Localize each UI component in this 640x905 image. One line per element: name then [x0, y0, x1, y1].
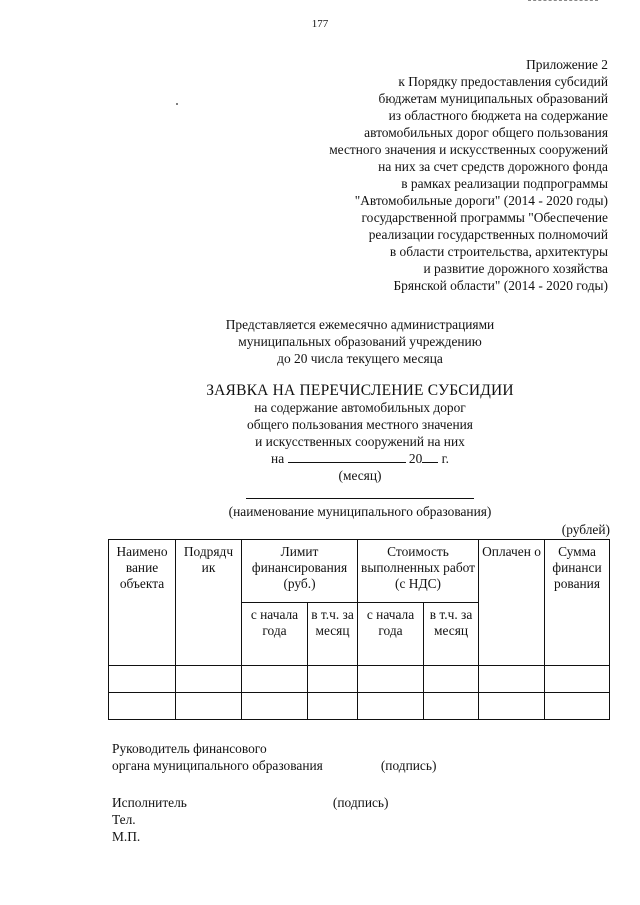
table-cell[interactable] — [176, 693, 242, 720]
subheader-cost-since-year: с начала года — [358, 603, 424, 666]
table-cell[interactable] — [242, 693, 308, 720]
table-cell[interactable] — [358, 666, 424, 693]
seal-label: М.П. — [112, 829, 141, 844]
executor-block — [112, 794, 532, 845]
request-subtitle-line: на содержание автомобильных дорог — [254, 400, 466, 415]
table-cell[interactable] — [479, 693, 545, 720]
request-table — [108, 539, 610, 720]
request-subtitle-line: общего пользования местного значения — [247, 417, 473, 432]
table-cell[interactable] — [358, 693, 424, 720]
appendix-line: и развитие дорожного хозяйства — [423, 261, 608, 276]
head-title-line: Руководитель финансового — [112, 741, 267, 756]
appendix-header — [188, 56, 608, 294]
executor-label: Исполнитель — [112, 795, 187, 810]
year-prefix: 20 — [408, 451, 423, 466]
month-caption: (месяц) — [338, 468, 382, 483]
table-cell[interactable] — [109, 693, 176, 720]
signature-block — [112, 740, 532, 774]
appendix-line: реализации государственных полномочий — [368, 227, 608, 242]
appendix-line: бюджетам муниципальных образований — [378, 91, 608, 106]
appendix-line: Приложение 2 — [526, 57, 608, 72]
appendix-line: автомобильных дорог общего пользования — [364, 125, 608, 140]
request-title: ЗАЯВКА НА ПЕРЕЧИСЛЕНИЕ СУБСИДИИ — [206, 382, 514, 399]
year-blank — [422, 450, 438, 463]
appendix-line: в рамках реализации подпрограммы — [401, 176, 608, 191]
subheader-cost-month: в т.ч. за месяц — [424, 603, 479, 666]
head-title-text: органа муниципального образования — [112, 758, 323, 773]
table-row — [109, 666, 610, 693]
submission-note-line: до 20 числа текущего месяца — [277, 351, 443, 366]
table-cell[interactable] — [424, 666, 479, 693]
submission-note — [140, 316, 580, 367]
table-header-row — [109, 540, 610, 603]
table-cell[interactable] — [545, 693, 610, 720]
period-line — [140, 450, 580, 467]
municipality-blank — [246, 498, 474, 499]
head-signature-label: (подпись) — [380, 758, 437, 773]
executor-signature-label: (подпись) — [332, 795, 389, 810]
appendix-line: на них за счет средств дорожного фонда — [378, 159, 608, 174]
year-suffix: г. — [441, 451, 449, 466]
header-financing-amount: Сумма финанси рования — [545, 540, 610, 666]
table-cell[interactable] — [545, 666, 610, 693]
appendix-line: государственной программы "Обеспечение — [361, 210, 608, 225]
subheader-limit-since-year: с начала года — [242, 603, 308, 666]
table-cell[interactable] — [109, 666, 176, 693]
month-blank — [288, 450, 406, 463]
appendix-line: Брянской области" (2014 - 2020 годы) — [393, 278, 608, 293]
appendix-line: из областного бюджета на содержание — [388, 108, 608, 123]
phone-label: Тел. — [112, 812, 136, 827]
request-title-block — [140, 382, 580, 484]
page-number: 177 — [311, 18, 329, 30]
appendix-line: местного значения и искусственных сооружений — [329, 142, 608, 157]
municipality-caption: (наименование муниципального образования) — [228, 504, 492, 519]
header-financing-limit: Лимит финансирования (руб.) — [242, 540, 358, 603]
request-subtitle-line: и искусственных сооружений на них — [255, 434, 465, 449]
header-object-name: Наимено вание объекта — [109, 540, 176, 666]
appendix-line: к Порядку предоставления субсидий — [398, 74, 608, 89]
header-work-cost: Стоимость выполненных работ (с НДС) — [358, 540, 479, 603]
table-cell[interactable] — [308, 693, 358, 720]
appendix-line: "Автомобильные дороги" (2014 - 2020 годы) — [354, 193, 608, 208]
table-cell[interactable] — [424, 693, 479, 720]
appendix-line: в области строительства, архитектуры — [389, 244, 608, 259]
header-contractor: Подрядч ик — [176, 540, 242, 666]
subheader-limit-month: в т.ч. за месяц — [308, 603, 358, 666]
table-cell[interactable] — [242, 666, 308, 693]
executor-line — [112, 794, 532, 811]
submission-note-line: муниципальных образований учреждению — [238, 334, 482, 349]
head-title-line-2 — [112, 757, 532, 774]
on-label: на — [271, 451, 285, 466]
top-edge-mark — [528, 0, 598, 1]
scan-speck — [176, 103, 178, 105]
header-paid: Оплачен о — [479, 540, 545, 666]
table-cell[interactable] — [176, 666, 242, 693]
table-row — [109, 693, 610, 720]
submission-note-line: Представляется ежемесячно администрациями — [225, 317, 495, 332]
table-cell[interactable] — [479, 666, 545, 693]
currency-note: (рублей) — [561, 522, 610, 537]
table-cell[interactable] — [308, 666, 358, 693]
